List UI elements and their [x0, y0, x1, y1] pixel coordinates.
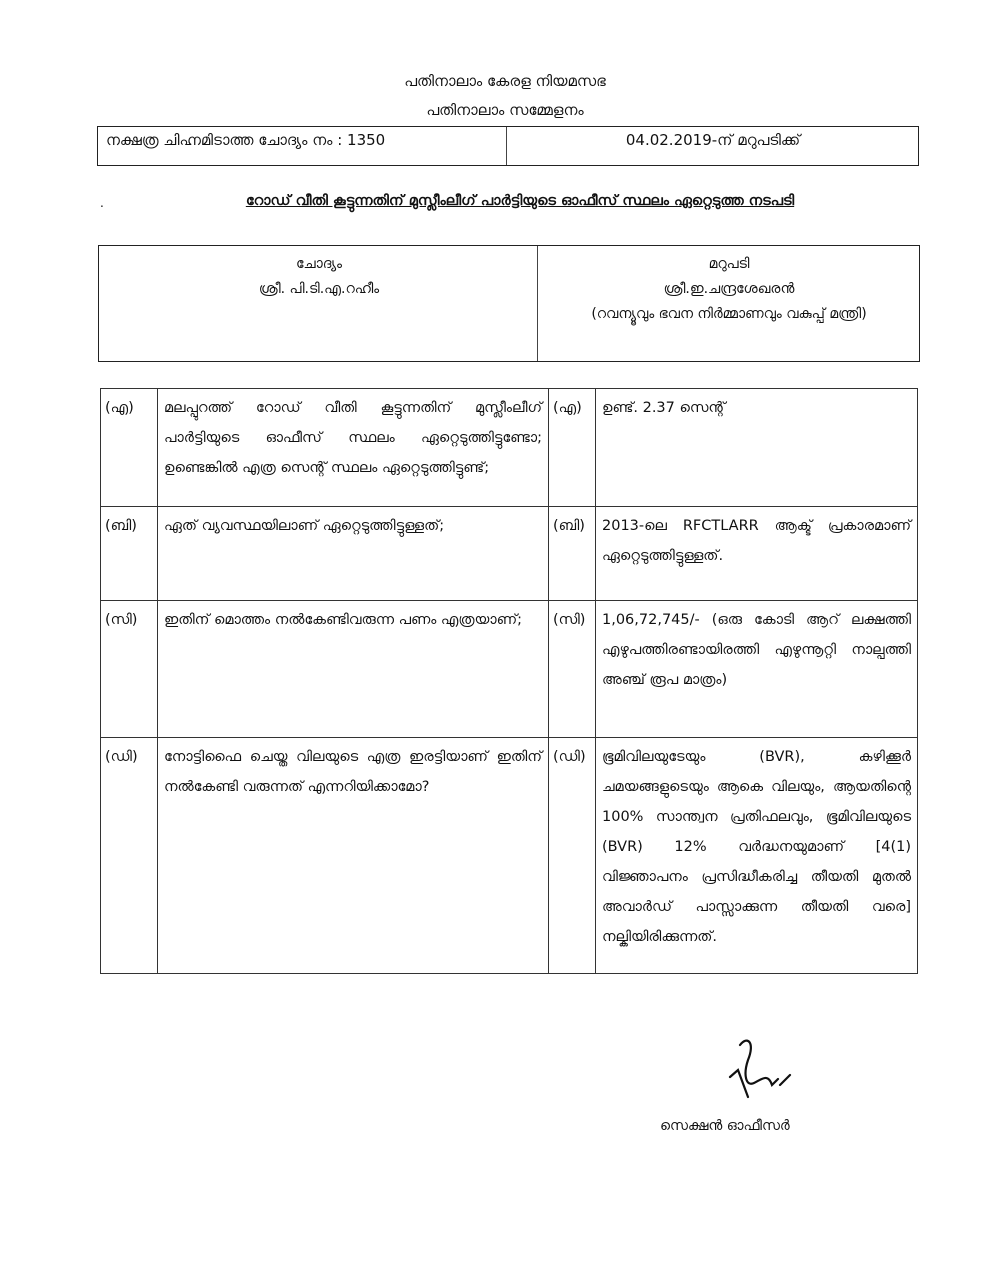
question-label: (എ): [101, 389, 158, 507]
table-row: [101, 601, 918, 738]
answer-heading: മറുപടി: [708, 256, 750, 272]
answer-label: (എ): [549, 389, 596, 507]
answer-text: ഉണ്ട്. 2.37 സെന്റ്: [596, 389, 918, 507]
answer-text: 2013-ലെ RFCTLARR ആക്ട് പ്രകാരമാണ് ഏറ്റെടുത്തിട്ടുള്ളത്.: [596, 507, 918, 601]
question-heading: ചോദ്യം: [296, 256, 342, 272]
answer-label: (ഡി): [549, 738, 596, 974]
answer-column: [539, 252, 919, 327]
minister-name: ശ്രീ.ഇ.ചന്ദ്രശേഖരൻ: [663, 281, 795, 297]
divider: [506, 127, 507, 165]
qa-table: [100, 388, 918, 974]
names-box: [98, 245, 920, 362]
question-label: (ബി): [101, 507, 158, 601]
question-label: (സി): [101, 601, 158, 738]
question-number: നക്ഷത്ര ചിഹ്നമിടാത്ത ചോദ്യം നം : 1350: [106, 131, 386, 149]
table-row: [101, 507, 918, 601]
minister-portfolio: (റവന്യൂവും ഭവന നിർമ്മാണവും വകുപ്പ് മന്ത്രി): [591, 306, 867, 322]
question-text: ഏത് വ്യവസ്ഥയിലാണ് ഏറ്റെടുത്തിട്ടുള്ളത്;: [158, 507, 549, 601]
table-row: [101, 389, 918, 507]
answer-text: ഭൂമിവിലയുടേയും (BVR), കഴിക്കൂർ ചമയങ്ങളുടെയും ആകെ വിലയും, ആയതിന്റെ 100% സാന്ത്വന പ്രതിഫലവും, ഭൂമിവിലയുടെ (BVR) 12% വർദ്ധനയുമാണ് [4(1) വിജ്ഞാപനം പ്രസിദ്ധീകരിച്ച തീയതി മുതൽ അവാർഡ് പാസ്സാക്കുന്ന തീയതി വരെ] നല്കിയിരിക്കുന്നത്.: [596, 738, 918, 974]
question-info-box: [97, 126, 919, 166]
question-column: [99, 252, 539, 302]
signature: [710, 1035, 820, 1110]
session-title: പതിനാലാം സമ്മേളനം: [426, 101, 584, 119]
question-text: ഇതിന് മൊത്തം നൽകേണ്ടിവരുന്ന പണം എത്രയാണ്;: [158, 601, 549, 738]
answer-date: 04.02.2019-ന് മറുപടിക്ക്: [625, 131, 801, 149]
question-text: നോട്ടിഫൈ ചെയ്ത വിലയുടെ എത്ര ഇരട്ടിയാണ് ഇതിന് നൽകേണ്ടി വരുന്നത് എന്നറിയിക്കാമോ?: [158, 738, 549, 974]
answer-text: 1,06,72,745/- (ഒരു കോടി ആറ് ലക്ഷത്തി എഴുപത്തിരണ്ടായിരത്തി എഴുന്നൂറ്റി നാല്പത്തി അഞ്ച് രൂപ മാത്രം): [596, 601, 918, 738]
stray-mark: .: [100, 196, 104, 210]
question-label: (ഡി): [101, 738, 158, 974]
answer-label: (സി): [549, 601, 596, 738]
assembly-title: പതിനാലാം കേരള നിയമസഭ: [404, 72, 606, 90]
questioner-name: ശ്രീ. പി.ടി.എ.റഹീം: [258, 281, 380, 297]
signatory-title: സെക്ഷൻ ഓഫീസർ: [660, 1118, 790, 1134]
answer-label: (ബി): [549, 507, 596, 601]
question-text: മലപ്പുറത്ത് റോഡ് വീതി കൂട്ടുന്നതിന് മുസ്ലീംലീഗ് പാർട്ടിയുടെ ഓഫീസ് സ്ഥലം ഏറ്റെടുത്തിട്ടുണ്ടോ; ഉണ്ടെങ്കിൽ എത്ര സെന്റ് സ്ഥലം ഏറ്റെടുത്തിട്ടുണ്ട്;: [158, 389, 549, 507]
table-row: [101, 738, 918, 974]
subject-heading: റോഡ് വീതി കൂട്ടുന്നതിന് മുസ്ലീംലീഗ് പാർട്ടിയുടെ ഓഫീസ് സ്ഥലം ഏറ്റെടുത്ത നടപടി: [245, 193, 795, 209]
divider: [537, 246, 538, 361]
